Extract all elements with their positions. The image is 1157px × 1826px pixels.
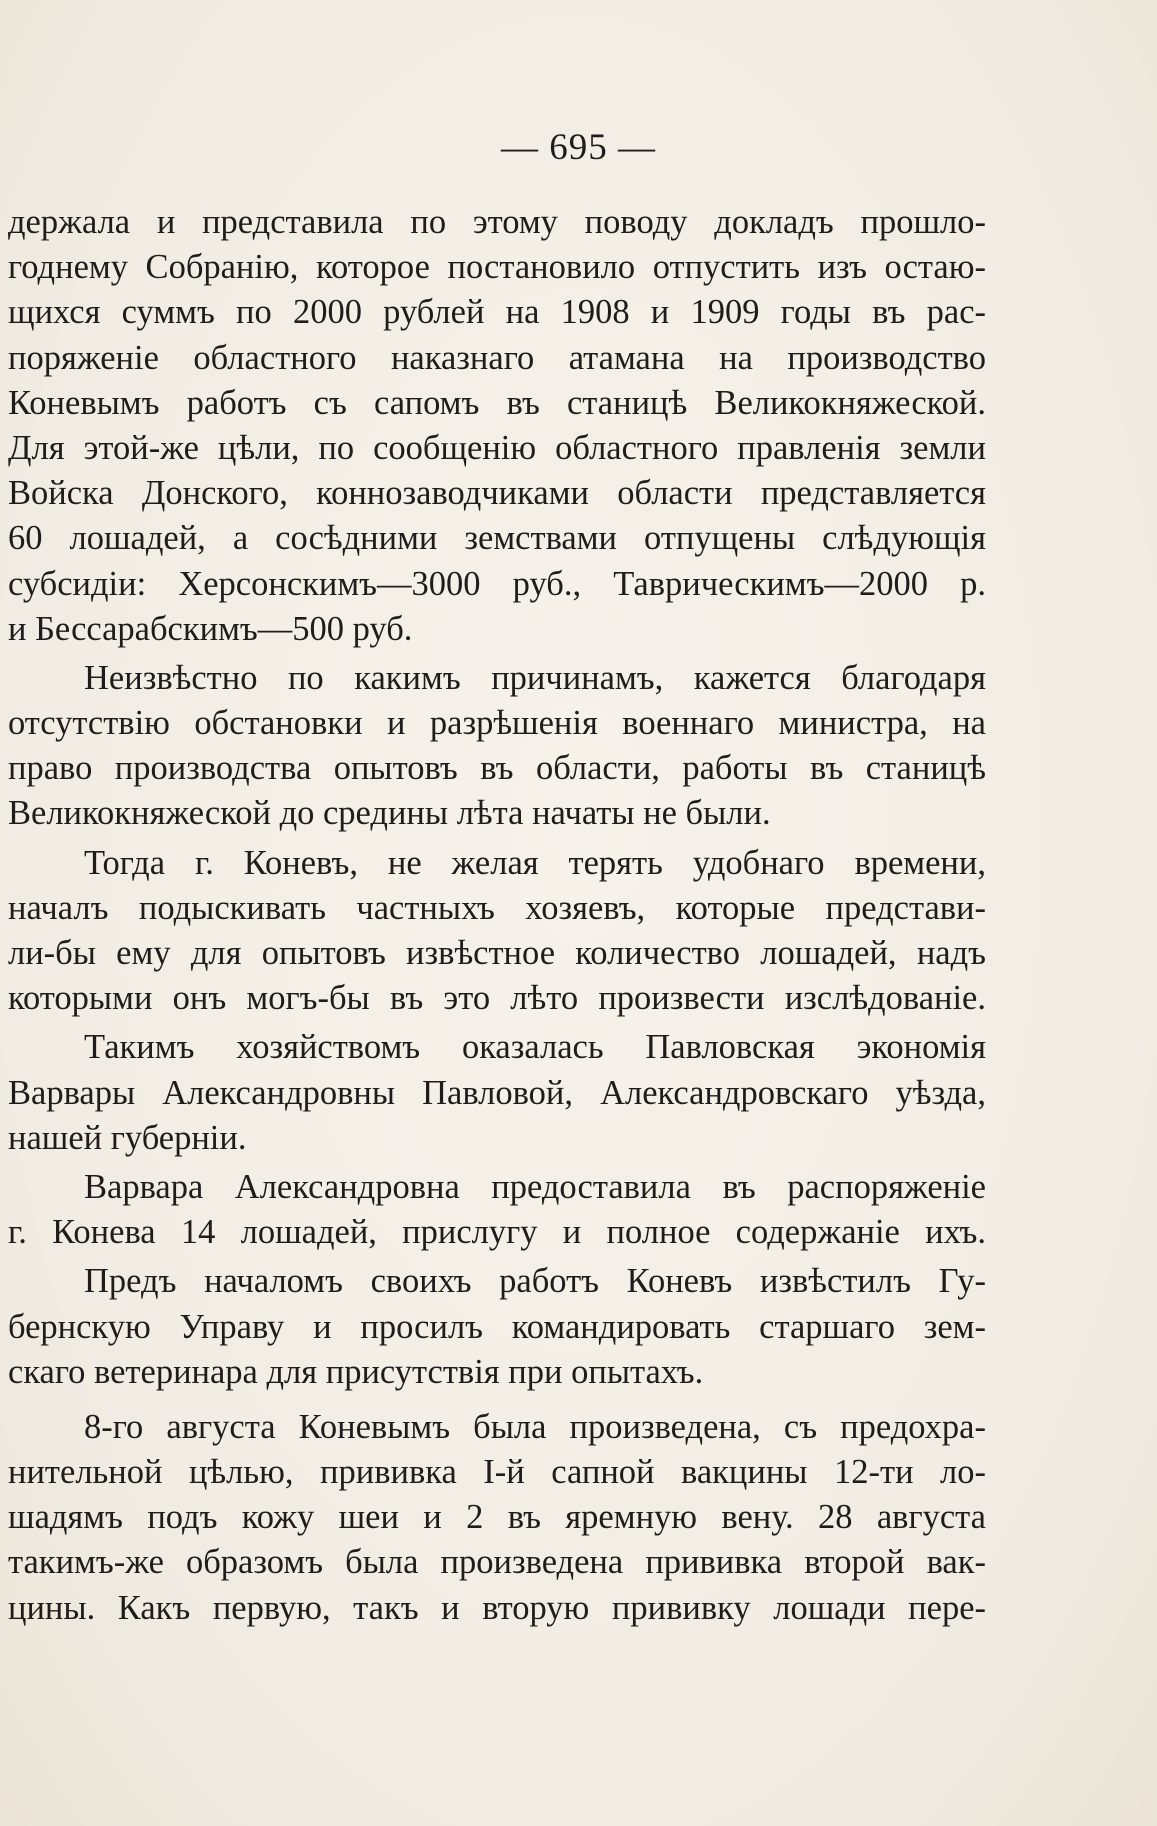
text-line: поряженіе областного наказнаго атамана на производство [8, 338, 986, 377]
text-line: Для этой-же цѣли, по сообщенію областного правленія земли [8, 428, 986, 467]
body-text [8, 200, 986, 1631]
text-line: Неизвѣстно по какимъ причинамъ, кажется благодаря [84, 658, 986, 697]
text-line: нительной цѣлью, прививка І-й сапной вакцины 12-ти ло- [8, 1453, 986, 1492]
text-line: началъ подыскивать частныхъ хозяевъ, которые представи- [8, 888, 986, 927]
text-line: скаго ветеринара для присутствія при опытахъ. [8, 1352, 704, 1391]
text-line: г. Конева 14 лошадей, прислугу и полное содержаніе ихъ. [8, 1213, 986, 1252]
text-line: субсидіи: Херсонскимъ—3000 руб., Таврическимъ—2000 р. [8, 564, 986, 603]
text-line: Такимъ хозяйствомъ оказалась Павловская экономія [84, 1028, 986, 1067]
text-line: Тогда г. Коневъ, не желая терять удобнаго времени, [84, 843, 986, 882]
text-line: нашей губерніи. [8, 1118, 247, 1157]
paragraph-3 [8, 841, 986, 1022]
text-line: цины. Какъ первую, такъ и вторую прививку лошади пере- [8, 1588, 986, 1627]
text-line: отсутствію обстановки и разрѣшенія военнаго министра, на [8, 704, 986, 743]
paragraph-6 [8, 1259, 986, 1395]
text-line: Варвара Александровна предоставила въ распоряженіе [84, 1167, 986, 1206]
text-line: которыми онъ могъ-бы въ это лѣто произвести изслѣдованіе. [8, 979, 986, 1018]
text-line: право производства опытовъ въ области, работы въ станицѣ [8, 749, 986, 788]
paragraph-4 [8, 1025, 986, 1161]
text-line: шадямъ подъ кожу шеи и 2 въ яремную вену. 28 августа [8, 1498, 986, 1537]
text-line: держала и представила по этому поводу докладъ прошло- [8, 203, 986, 241]
paragraph-5 [8, 1165, 986, 1255]
text-line: Коневымъ работъ съ сапомъ въ станицѣ Великокняжеской. [8, 383, 986, 422]
text-line: Войска Донского, коннозаводчиками области представляется [8, 474, 986, 513]
text-line: 8-го августа Коневымъ была произведена, съ предохра- [84, 1407, 986, 1446]
text-line: Великокняжеской до средины лѣта начаты не были. [8, 794, 771, 833]
text-line: щихся суммъ по 2000 рублей на 1908 и 1909 годы въ рас- [8, 293, 986, 332]
text-line: бернскую Управу и просилъ командировать старшаго зем- [8, 1307, 986, 1346]
text-line: годнему Собранію, которое постановило отпустить изъ остаю- [8, 248, 986, 287]
text-line: такимъ-же образомъ была произведена прививка второй вак- [8, 1543, 986, 1582]
text-line: Варвары Александровны Павловой, Александровскаго уѣзда, [8, 1073, 986, 1112]
page-number: — 695 — [501, 127, 656, 168]
text-line: ли-бы ему для опытовъ извѣстное количество лошадей, надъ [8, 934, 986, 972]
paragraph-2 [8, 656, 986, 837]
text-line: и Бессарабскимъ—500 руб. [8, 609, 413, 648]
text-line: 60 лошадей, а сосѣдними земствами отпущены слѣдующія [8, 519, 986, 558]
paragraph-7 [8, 1405, 986, 1631]
paragraph-1 [8, 200, 986, 652]
text-line: Предъ началомъ своихъ работъ Коневъ извѣстилъ Гу- [84, 1262, 986, 1301]
